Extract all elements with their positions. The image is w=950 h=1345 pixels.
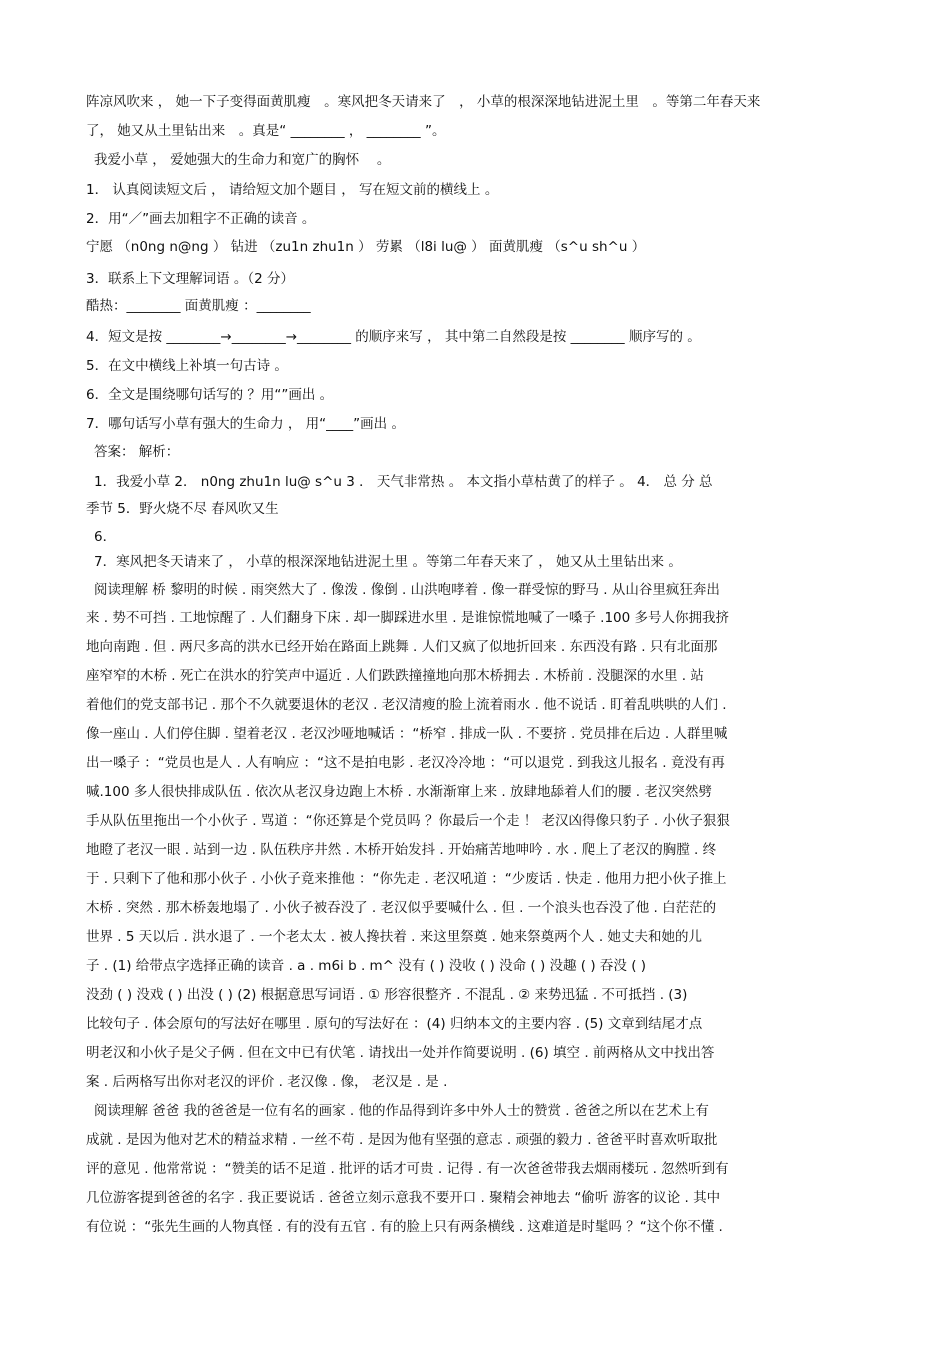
question-1: 1． 认真阅读短文后 ， 请给短文加个题目 ， 写在短文前的横线上 。 (86, 182, 499, 198)
text-line: 了， 她又从土里钻出来 。真是“ ________ ， ________ ”。 (86, 123, 446, 139)
reading-passage-line: 来 . 势不可挡 . 工地惊醒了 . 人们翻身下床 . 却一脚踩进水里 . 是谁惊慌地喊了一嗓子 .100 多号人你拥我挤 (86, 610, 730, 626)
reading-passage-line: 手从队伍里拖出一个小伙子 . 骂道 ：“你还算是个党员吗 ？你最后一个走 ！ 老汉凶得像只豹子 . 小伙子狠狠 (86, 813, 730, 829)
question-4: 4．短文是按 ________→________→________ 的顺序来写 ， 其中第二自然段是按 ________ 顺序写的 。 (86, 329, 701, 345)
reading-passage-line: 阅读理解 桥 黎明的时候 . 雨突然大了 . 像泼 . 像倒 . 山洪咆哮着 . 像一群受惊的野马 . 从山谷里疯狂奔出 (94, 582, 720, 598)
question-6: 6．全文是围绕哪句话写的 ？用“”画出 。 (86, 387, 334, 403)
reading-passage-line: 评的意见 . 他常常说 ：“赞美的话不足道 . 批评的话才可贵 . 记得 . 有一次爸爸带我去烟雨楼玩 . 忽然听到有 (86, 1161, 729, 1177)
reading-passage-line: 着他们的党支部书记 . 那个不久就要退休的老汉 . 老汉清瘦的脸上流着雨水 . 他不说话 . 盯着乱哄哄的人们 . (86, 697, 727, 713)
answer-line: 季节 5．野火烧不尽 春风吹又生 (86, 501, 279, 517)
reading-passage-line: 喊.100 多人很快排成队伍 . 依次从老汉身边跑上木桥 . 水渐渐窜上来 . 放肆地舔着人们的腰 . 老汉突然劈 (86, 784, 712, 800)
reading-passage-line: 几位游客提到爸爸的名字 . 我正要说话 . 爸爸立刻示意我不要开口 . 聚精会神地去 “偷听 游客的议论 . 其中 (86, 1190, 721, 1206)
question-3: 3．联系上下文理解词语 。（2 分） (86, 271, 295, 287)
text-line: 酷热：________ 面黄肌瘦 ：________ (86, 298, 311, 314)
answer-line: 7．寒风把冬天请来了 ， 小草的根深深地钻进泥土里 。等第二年春天来了 ， 她又从土里钻出来 。 (94, 554, 682, 570)
question-5: 5．在文中横线上补填一句古诗 。 (86, 358, 288, 374)
pinyin-options: 宁愿 （n0ng n@ng ） 钻进 （zu1n zhu1n ） 劳累 （l8i lu@ ） 面黄肌瘦 （s^u sh^u ） (86, 239, 646, 255)
answer-heading: 答案： 解析： (94, 444, 180, 460)
reading-passage-line: 世界 . 5 天以后 . 洪水退了 . 一个老太太 . 被人搀扶着 . 来这里祭奠 . 她来祭奠两个人 . 她丈夫和她的儿 (86, 929, 702, 945)
question-7: 7．哪句话写小草有强大的生命力 ， 用“____”画出 。 (86, 416, 405, 432)
reading-question-line: 案 . 后两格写出你对老汉的评价 . 老汉像 . 像， 老汉是 . 是 . (86, 1074, 448, 1090)
reading-passage-line: 成就 . 是因为他对艺术的精益求精 . 一丝不苟 . 是因为他有坚强的意志 . 顽强的毅力 . 爸爸平时喜欢听取批 (86, 1132, 718, 1148)
reading-passage-line: 木桥 . 突然 . 那木桥轰地塌了 . 小伙子被吞没了 . 老汉似乎要喊什么 . 但 . 一个浪头也吞没了他 . 白茫茫的 (86, 900, 717, 916)
reading-passage-line: 有位说 ：“张先生画的人物真怪 . 有的没有五官 . 有的脸上只有两条横线 . 这难道是时髦吗 ？“这个你不懂 . (86, 1219, 723, 1235)
reading-question-line: 子 . (1) 给带点字选择正确的读音 . a . m6i b . m^ 没有 ( ) 没收 ( ) 没命 ( ) 没趣 ( ) 吞没 ( ) (86, 958, 647, 974)
text-line: 阵凉风吹来 ， 她一下子变得面黄肌瘦 。寒风把冬天请来了 ， 小草的根深深地钻进泥土里 。等第二年春天来 (86, 94, 761, 110)
reading-passage-line: 地向南跑 . 但 . 两尺多高的洪水已经开始在路面上跳舞 . 人们又疯了似地折回来 . 东西没有路 . 只有北面那 (86, 639, 718, 655)
reading-passage-line: 像一座山 . 人们停住脚 . 望着老汉 . 老汉沙哑地喊话 ：“桥窄 . 排成一队 . 不要挤 . 党员排在后边 . 人群里喊 (86, 726, 728, 742)
reading-question-line: 明老汉和小伙子是父子俩 . 但在文中已有伏笔 . 请找出一处并作简要说明 . (6) 填空 . 前两格从文中找出答 (86, 1045, 715, 1061)
reading-passage-line: 地瞪了老汉一眼 . 站到一边 . 队伍秩序井然 . 木桥开始发抖 . 开始痛苦地呻吟 . 水 . 爬上了老汉的胸膛 . 终 (86, 842, 717, 858)
reading-passage-line: 于 . 只剩下了他和那小伙子 . 小伙子竟来推他 ：“你先走 . 老汉吼道 ：“少废话 . 快走 . 他用力把小伙子推上 (86, 871, 727, 887)
reading-question-line: 没劲 ( ) 没戏 ( ) 出没 ( ) (2) 根据意思写词语 . ① 形容很整齐 . 不混乱 . ② 来势迅猛 . 不可抵挡 . (3) (86, 987, 688, 1003)
answer-line: 1．我爱小草 2． n0ng zhu1n lu@ s^u 3 ． 天气非常热 。 本文指小草枯黄了的样子 。 4． 总 分 总 (94, 474, 713, 490)
question-2: 2．用“／”画去加粗字不正确的读音 。 (86, 211, 316, 227)
reading-passage-line: 座窄窄的木桥 . 死亡在洪水的狞笑声中逼近 . 人们跌跌撞撞地向那木桥拥去 . 木桥前 . 没腿深的水里 . 站 (86, 668, 704, 684)
answer-line: 6． (94, 529, 117, 545)
reading-passage-line: 阅读理解 爸爸 我的爸爸是一位有名的画家 . 他的作品得到许多中外人士的赞赏 . 爸爸之所以在艺术上有 (94, 1103, 709, 1119)
reading-passage-line: 出一嗓子 ：“党员也是人 . 人有响应 ：“这不是拍电影 . 老汉冷冷地 ：“可以退党 . 到我这儿报名 . 竟没有再 (86, 755, 725, 771)
reading-question-line: 比较句子 . 体会原句的写法好在哪里 . 原句的写法好在 ：(4) 归纳本文的主要内容 . (5) 文章到结尾才点 (86, 1016, 703, 1032)
text-line: 我爱小草 ， 爱她强大的生命力和宽广的胸怀 。 (94, 152, 391, 168)
